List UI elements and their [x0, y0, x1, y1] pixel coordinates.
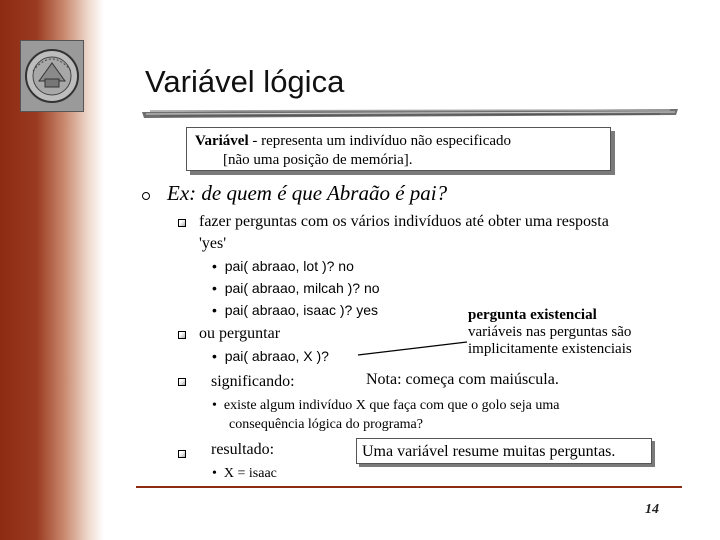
- definition-box: [186, 127, 611, 171]
- note: Nota: começa com maiúscula.: [366, 371, 559, 388]
- dot-bullet-icon: •: [212, 258, 217, 274]
- page-number: 14: [645, 502, 659, 517]
- dot-bullet-icon: •: [212, 348, 217, 364]
- square-bullet-icon: [178, 331, 186, 339]
- dot-bullet-icon: •: [212, 466, 217, 481]
- dot-bullet-icon: •: [212, 398, 217, 413]
- dot-bullet-icon: •: [212, 280, 217, 296]
- definition-term: Variável: [195, 133, 249, 149]
- footer-divider: [136, 486, 682, 488]
- annotation-line1: variáveis nas perguntas são: [468, 324, 632, 340]
- title-underline: [140, 106, 680, 120]
- square-bullet-icon: [178, 378, 186, 386]
- result-line: • X = isaac: [212, 466, 277, 481]
- example-heading: Ex: de quem é que Abraão é pai?: [167, 181, 448, 205]
- bullet-or-ask: ou perguntar: [199, 325, 281, 342]
- bullet-meaning: significando:: [211, 373, 295, 390]
- definition-text: - representa um indivíduo não especificado: [248, 133, 512, 149]
- annotation-line2: implicitamente existenciais: [468, 341, 632, 357]
- bullet-ask: fazer perguntas com os vários indivíduos até obter uma resposta: [199, 213, 609, 230]
- annotation-title: pergunta existencial: [468, 307, 597, 323]
- bullet-result: resultado:: [211, 441, 275, 458]
- query-line-4: • pai( abraao, X )?: [212, 348, 329, 364]
- annotation: [468, 307, 632, 358]
- square-bullet-icon: [178, 450, 186, 458]
- university-seal-icon: [20, 40, 84, 112]
- definition-line2: [não uma posição de memória].: [223, 152, 413, 168]
- slide-title: Variável lógica: [145, 64, 345, 99]
- query-line-2: • pai( abraao, milcah )? no: [212, 280, 380, 296]
- meaning-line-1: • existe algum indivíduo X que faça com que o golo seja uma: [212, 398, 560, 413]
- dot-bullet-icon: •: [212, 302, 217, 318]
- query-line-3: • pai( abraao, isaac )? yes: [212, 302, 378, 318]
- query-line-1: • pai( abraao, lot )? no: [212, 258, 354, 274]
- bullet-ask-cont: 'yes': [199, 235, 227, 252]
- meaning-line-2: consequência lógica do programa?: [229, 417, 423, 432]
- annotation-arrow: [355, 340, 470, 358]
- square-bullet-icon: [178, 219, 186, 227]
- circle-bullet-icon: [142, 192, 150, 200]
- result-box: Uma variável resume muitas perguntas.: [356, 438, 652, 464]
